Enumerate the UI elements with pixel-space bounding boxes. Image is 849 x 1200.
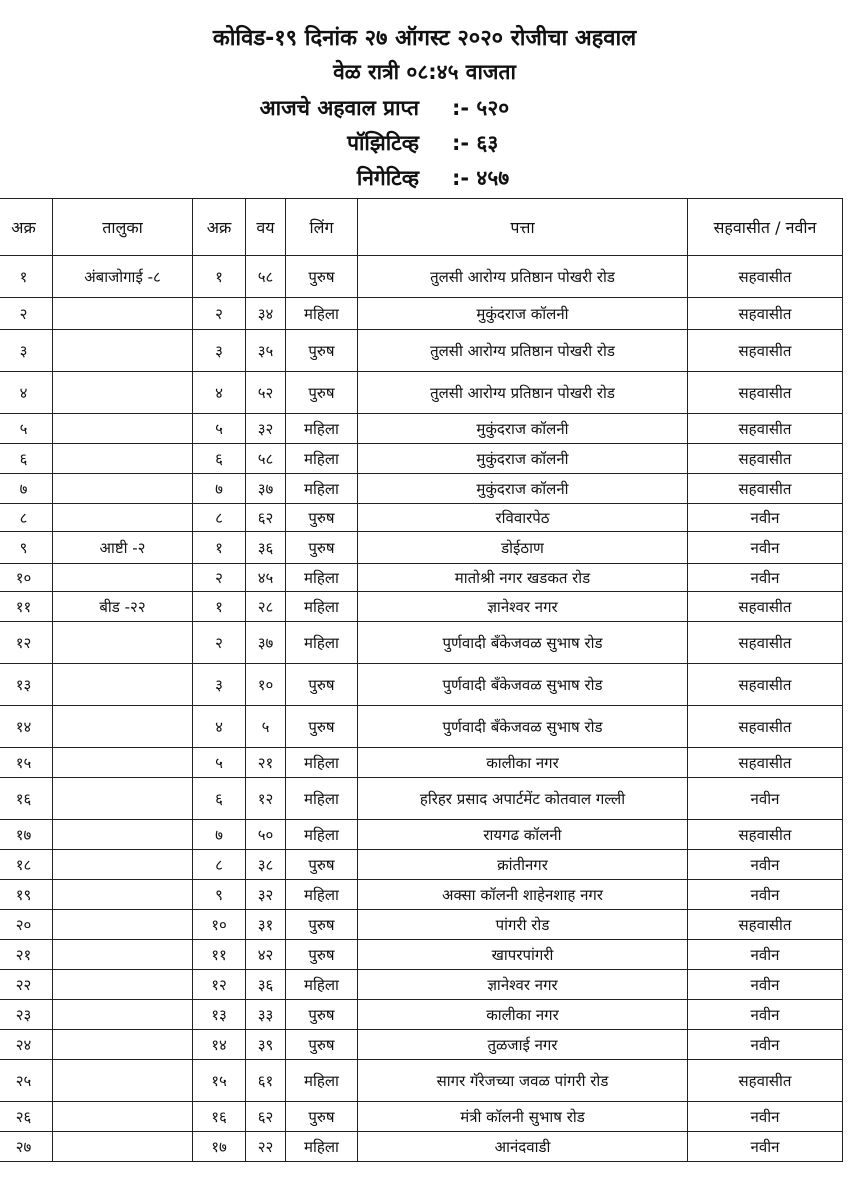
cell-sub-sr: १	[193, 592, 246, 622]
col-header-taluka: तालुका	[53, 199, 193, 256]
cell-age: ५०	[246, 820, 286, 850]
cell-address: क्रांतीनगर	[358, 850, 688, 880]
table-row	[0, 1030, 843, 1060]
cell-sr: ९	[0, 532, 53, 564]
cell-address: रविवारपेठ	[358, 504, 688, 532]
cell-age: ५	[246, 706, 286, 748]
cell-status: नवीन	[688, 1000, 843, 1030]
cell-sub-sr: ५	[193, 414, 246, 444]
cell-sub-sr: २	[193, 298, 246, 330]
cell-gender: पुरुष	[286, 256, 358, 298]
cell-sr: १३	[0, 664, 53, 706]
cell-age: ३३	[246, 1000, 286, 1030]
cell-sub-sr: १	[193, 256, 246, 298]
cell-address: ज्ञानेश्वर नगर	[358, 970, 688, 1000]
cell-gender: पुरुष	[286, 532, 358, 564]
cell-gender: महिला	[286, 1132, 358, 1162]
cell-age: ३२	[246, 414, 286, 444]
cell-taluka	[53, 778, 193, 820]
cell-status: नवीन	[688, 778, 843, 820]
table-row	[0, 622, 843, 664]
cell-age: ३९	[246, 1030, 286, 1060]
cell-gender: महिला	[286, 414, 358, 444]
cell-sr: २७	[0, 1132, 53, 1162]
cell-address: पांगरी रोड	[358, 910, 688, 940]
summary-label: निगेटिव्ह	[356, 166, 419, 190]
cell-address: आनंदवाडी	[358, 1132, 688, 1162]
table-row	[0, 330, 843, 372]
cell-taluka	[53, 564, 193, 592]
cell-sub-sr: ७	[193, 820, 246, 850]
cell-status: सहवासीत	[688, 592, 843, 622]
cell-sr: १९	[0, 880, 53, 910]
cell-sr: ३	[0, 330, 53, 372]
summary-positive	[0, 129, 849, 159]
cell-sr: ५	[0, 414, 53, 444]
cell-taluka	[53, 1132, 193, 1162]
cell-address: कालीका नगर	[358, 748, 688, 778]
cell-sub-sr: १०	[193, 910, 246, 940]
cell-gender: महिला	[286, 778, 358, 820]
cell-sub-sr: ८	[193, 850, 246, 880]
summary-negative	[0, 164, 849, 194]
cell-sr: १०	[0, 564, 53, 592]
cell-taluka	[53, 706, 193, 748]
cell-gender: महिला	[286, 748, 358, 778]
cell-address: तुलसी आरोग्य प्रतिष्ठान पोखरी रोड	[358, 256, 688, 298]
cell-sr: २३	[0, 1000, 53, 1030]
cell-status: नवीन	[688, 880, 843, 910]
cell-taluka	[53, 372, 193, 414]
cell-sub-sr: १३	[193, 1000, 246, 1030]
cell-gender: पुरुष	[286, 1102, 358, 1132]
cell-age: ३४	[246, 298, 286, 330]
cell-status: सहवासीत	[688, 414, 843, 444]
cell-status: सहवासीत	[688, 622, 843, 664]
cell-address: मुकुंदराज कॉलनी	[358, 474, 688, 504]
table-row	[0, 850, 843, 880]
cell-age: ३७	[246, 622, 286, 664]
cell-address: तुलसी आरोग्य प्रतिष्ठान पोखरी रोड	[358, 372, 688, 414]
table-row	[0, 298, 843, 330]
cell-age: ३७	[246, 474, 286, 504]
cell-gender: पुरुष	[286, 1030, 358, 1060]
cell-age: २८	[246, 592, 286, 622]
cell-sr: १४	[0, 706, 53, 748]
cell-address: तुळजाई नगर	[358, 1030, 688, 1060]
cell-sub-sr: १४	[193, 1030, 246, 1060]
cell-taluka	[53, 1060, 193, 1102]
table-row	[0, 1132, 843, 1162]
cell-status: नवीन	[688, 940, 843, 970]
cell-age: ३२	[246, 880, 286, 910]
cell-gender: महिला	[286, 444, 358, 474]
cell-sub-sr: ११	[193, 940, 246, 970]
cell-status: सहवासीत	[688, 372, 843, 414]
cell-address: रायगढ कॉलनी	[358, 820, 688, 850]
cell-gender: महिला	[286, 298, 358, 330]
col-header-address: पत्ता	[358, 199, 688, 256]
cell-sr: २४	[0, 1030, 53, 1060]
cell-gender: महिला	[286, 880, 358, 910]
cell-status: नवीन	[688, 850, 843, 880]
cell-age: ३५	[246, 330, 286, 372]
summary-label: पॉझिटिव्ह	[347, 131, 419, 155]
col-header-sub-sr: अक्र	[193, 199, 246, 256]
cell-age: १०	[246, 664, 286, 706]
cell-gender: पुरुष	[286, 664, 358, 706]
cell-taluka	[53, 940, 193, 970]
cell-status: सहवासीत	[688, 664, 843, 706]
table-row	[0, 592, 843, 622]
cell-sub-sr: ४	[193, 372, 246, 414]
cell-taluka: अंबाजोगाई -८	[53, 256, 193, 298]
table-header-row	[0, 199, 843, 256]
report-time: वेळ रात्री ०८:४५ वाजता	[333, 60, 516, 84]
cell-sr: १८	[0, 850, 53, 880]
col-header-age: वय	[246, 199, 286, 256]
cell-gender: पुरुष	[286, 372, 358, 414]
table-row	[0, 880, 843, 910]
cell-status: सहवासीत	[688, 330, 843, 372]
cell-age: ४५	[246, 564, 286, 592]
cell-taluka	[53, 820, 193, 850]
cell-taluka: बीड -२२	[53, 592, 193, 622]
cell-status: नवीन	[688, 532, 843, 564]
summary-value: :- ४५७	[452, 166, 510, 190]
table-row	[0, 1000, 843, 1030]
cell-age: ६२	[246, 504, 286, 532]
cell-sub-sr: ३	[193, 664, 246, 706]
cell-address: मुकुंदराज कॉलनी	[358, 298, 688, 330]
cell-status: सहवासीत	[688, 706, 843, 748]
cell-address: मातोश्री नगर खडकत रोड	[358, 564, 688, 592]
cell-sr: १२	[0, 622, 53, 664]
cell-gender: पुरुष	[286, 910, 358, 940]
cell-address: मुकुंदराज कॉलनी	[358, 414, 688, 444]
cell-gender: महिला	[286, 820, 358, 850]
cell-age: ५८	[246, 256, 286, 298]
cell-address: डोईठाण	[358, 532, 688, 564]
cell-gender: महिला	[286, 564, 358, 592]
table-row	[0, 444, 843, 474]
cell-age: ५२	[246, 372, 286, 414]
cell-address: कालीका नगर	[358, 1000, 688, 1030]
cell-taluka	[53, 474, 193, 504]
cell-status: नवीन	[688, 970, 843, 1000]
cell-gender: पुरुष	[286, 706, 358, 748]
table-row	[0, 414, 843, 444]
cell-taluka	[53, 664, 193, 706]
table-row	[0, 778, 843, 820]
cell-taluka	[53, 330, 193, 372]
cell-sr: २०	[0, 910, 53, 940]
cell-status: सहवासीत	[688, 910, 843, 940]
summary-received	[0, 94, 849, 124]
table-row	[0, 706, 843, 748]
cell-sub-sr: ६	[193, 444, 246, 474]
cell-taluka	[53, 1000, 193, 1030]
cell-taluka	[53, 910, 193, 940]
cell-sr: २२	[0, 970, 53, 1000]
cell-age: ३६	[246, 532, 286, 564]
cell-address: तुलसी आरोग्य प्रतिष्ठान पोखरी रोड	[358, 330, 688, 372]
report-title: कोविड-१९ दिनांक २७ ऑगस्ट २०२० रोजीचा अहवाल	[212, 26, 637, 51]
cell-sub-sr: २	[193, 622, 246, 664]
cell-age: ४२	[246, 940, 286, 970]
cell-gender: महिला	[286, 474, 358, 504]
cell-taluka	[53, 622, 193, 664]
cell-sub-sr: १६	[193, 1102, 246, 1132]
table-row	[0, 748, 843, 778]
cell-sub-sr: १२	[193, 970, 246, 1000]
table-body	[0, 256, 843, 1162]
cell-taluka	[53, 970, 193, 1000]
cell-sr: १	[0, 256, 53, 298]
cell-sr: २५	[0, 1060, 53, 1102]
cell-age: ३१	[246, 910, 286, 940]
cell-sub-sr: ७	[193, 474, 246, 504]
cell-taluka	[53, 298, 193, 330]
cell-taluka	[53, 1102, 193, 1132]
cell-sr: २१	[0, 940, 53, 970]
cell-sr: ६	[0, 444, 53, 474]
cell-age: २२	[246, 1132, 286, 1162]
cell-gender: महिला	[286, 970, 358, 1000]
cell-taluka	[53, 850, 193, 880]
cell-sub-sr: १५	[193, 1060, 246, 1102]
cell-sr: २	[0, 298, 53, 330]
cell-status: नवीन	[688, 564, 843, 592]
cell-address: पुर्णवादी बॅंकेजवळ सुभाष रोड	[358, 706, 688, 748]
col-header-status: सहवासीत / नवीन	[688, 199, 843, 256]
cell-sr: १५	[0, 748, 53, 778]
table-row	[0, 532, 843, 564]
cell-status: नवीन	[688, 504, 843, 532]
cell-gender: पुरुष	[286, 1000, 358, 1030]
col-header-gender: लिंग	[286, 199, 358, 256]
cell-age: ३६	[246, 970, 286, 1000]
report-header	[0, 0, 849, 200]
cell-sub-sr: ९	[193, 880, 246, 910]
cell-status: सहवासीत	[688, 1060, 843, 1102]
cell-address: हरिहर प्रसाद अपार्टमेंट कोतवाल गल्ली	[358, 778, 688, 820]
table-row	[0, 474, 843, 504]
cell-taluka	[53, 444, 193, 474]
cell-age: ६१	[246, 1060, 286, 1102]
cell-gender: महिला	[286, 1060, 358, 1102]
cell-sub-sr: ४	[193, 706, 246, 748]
cell-address: ज्ञानेश्वर नगर	[358, 592, 688, 622]
table-row	[0, 940, 843, 970]
cell-status: सहवासीत	[688, 256, 843, 298]
cell-taluka	[53, 748, 193, 778]
table-row	[0, 664, 843, 706]
cell-sr: २६	[0, 1102, 53, 1132]
table-row	[0, 564, 843, 592]
cell-status: नवीन	[688, 1102, 843, 1132]
cell-age: २१	[246, 748, 286, 778]
cell-sr: ४	[0, 372, 53, 414]
cell-age: ३८	[246, 850, 286, 880]
cell-gender: पुरुष	[286, 504, 358, 532]
cell-sub-sr: २	[193, 564, 246, 592]
cell-taluka	[53, 1030, 193, 1060]
cases-table	[0, 198, 843, 1162]
cell-taluka	[53, 504, 193, 532]
col-header-sr: अक्र	[0, 199, 53, 256]
table-row	[0, 256, 843, 298]
cell-gender: पुरुष	[286, 850, 358, 880]
cell-taluka: आष्टी -२	[53, 532, 193, 564]
cell-status: सहवासीत	[688, 748, 843, 778]
cell-gender: पुरुष	[286, 940, 358, 970]
cell-sr: ११	[0, 592, 53, 622]
cell-address: मुकुंदराज कॉलनी	[358, 444, 688, 474]
cell-sub-sr: ३	[193, 330, 246, 372]
cell-status: सहवासीत	[688, 474, 843, 504]
cell-taluka	[53, 880, 193, 910]
cell-address: अक्सा कॉलनी शाहेनशाह नगर	[358, 880, 688, 910]
cell-sub-sr: १७	[193, 1132, 246, 1162]
table-row	[0, 372, 843, 414]
cell-sr: १६	[0, 778, 53, 820]
cell-taluka	[53, 414, 193, 444]
cell-sr: ७	[0, 474, 53, 504]
cell-gender: पुरुष	[286, 330, 358, 372]
cell-address: पुर्णवादी बॅंकेजवळ सुभाष रोड	[358, 664, 688, 706]
cell-sub-sr: ५	[193, 748, 246, 778]
cell-status: सहवासीत	[688, 444, 843, 474]
cell-age: ६२	[246, 1102, 286, 1132]
cell-sub-sr: ८	[193, 504, 246, 532]
cell-status: नवीन	[688, 1132, 843, 1162]
cell-address: मंत्री कॉलनी सुभाष रोड	[358, 1102, 688, 1132]
cell-address: खापरपांगरी	[358, 940, 688, 970]
cell-gender: महिला	[286, 622, 358, 664]
cell-sub-sr: १	[193, 532, 246, 564]
summary-label: आजचे अहवाल प्राप्त	[259, 96, 419, 120]
table-row	[0, 1102, 843, 1132]
cell-address: पुर्णवादी बॅंकेजवळ सुभाष रोड	[358, 622, 688, 664]
summary-value: :- ५२०	[452, 96, 510, 120]
cell-status: नवीन	[688, 1030, 843, 1060]
summary-value: :- ६३	[452, 131, 499, 155]
cell-sub-sr: ६	[193, 778, 246, 820]
cell-status: सहवासीत	[688, 298, 843, 330]
cell-sr: १७	[0, 820, 53, 850]
table-row	[0, 1060, 843, 1102]
cell-sr: ८	[0, 504, 53, 532]
cell-age: १२	[246, 778, 286, 820]
table-row	[0, 820, 843, 850]
table-row	[0, 910, 843, 940]
table-row	[0, 970, 843, 1000]
cell-status: सहवासीत	[688, 820, 843, 850]
table-row	[0, 504, 843, 532]
cell-age: ५८	[246, 444, 286, 474]
cell-gender: महिला	[286, 592, 358, 622]
cell-address: सागर गॅरेजच्या जवळ पांगरी रोड	[358, 1060, 688, 1102]
